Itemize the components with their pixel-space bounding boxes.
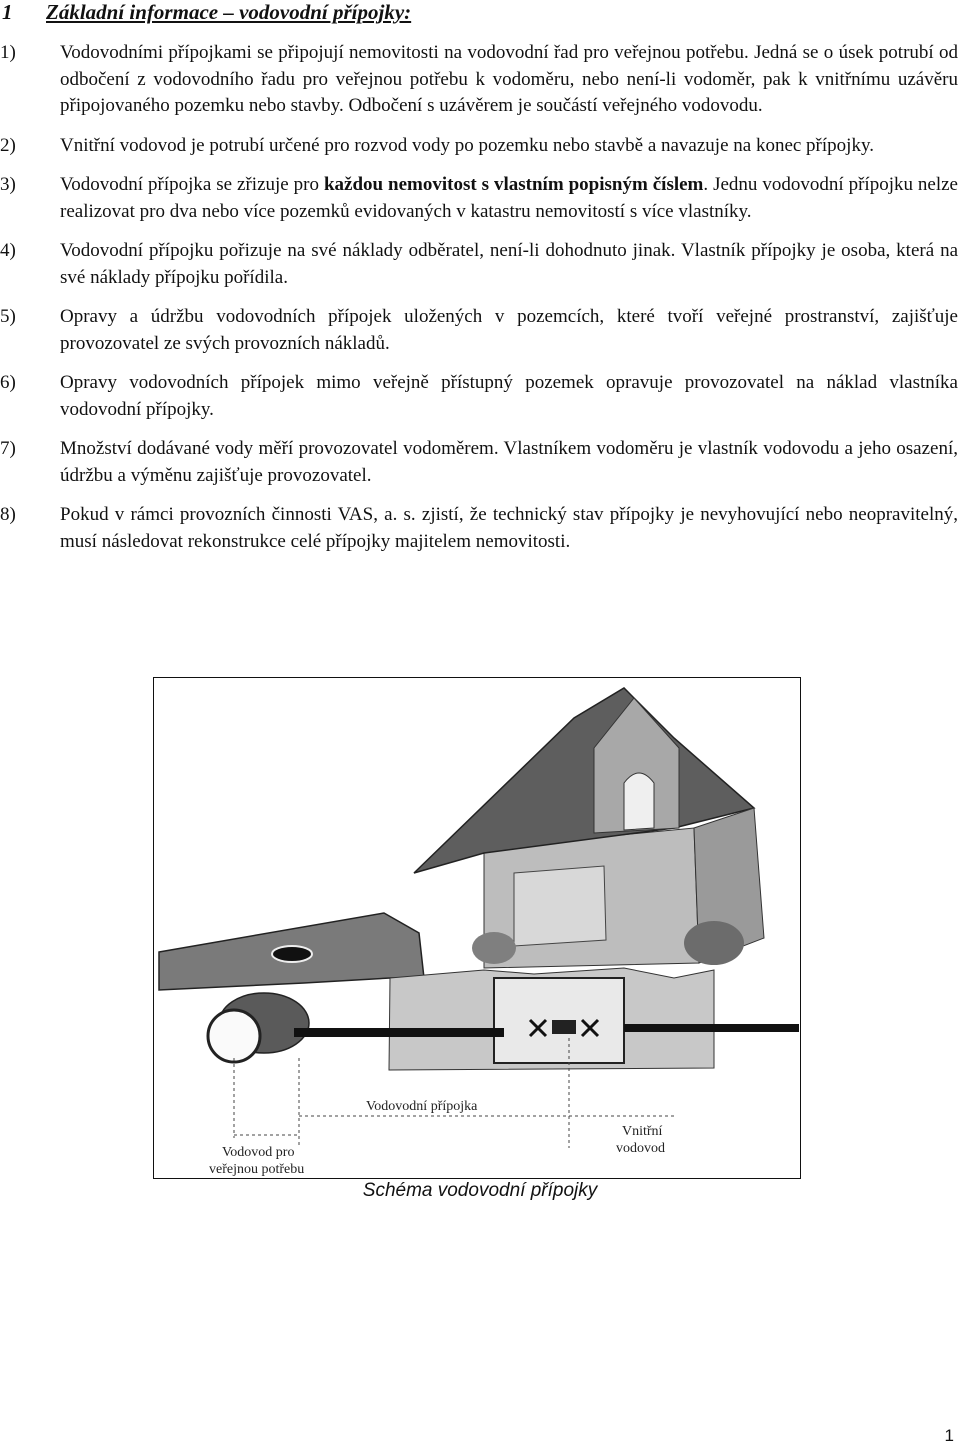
item-number: 4) bbox=[0, 240, 16, 261]
list-item bbox=[0, 133, 958, 160]
item-number: 3) bbox=[0, 174, 16, 195]
item-number: 1) bbox=[0, 42, 16, 63]
label-public-1: Vodovod pro bbox=[222, 1145, 295, 1160]
diagram-svg bbox=[154, 678, 799, 1177]
label-internal-2: vodovod bbox=[616, 1141, 665, 1156]
figure-caption: Schéma vodovodní přípojky bbox=[362, 1180, 598, 1201]
item-text-end: . Jednu vodovodní přípojku nelze realizovat pro dva nebo více pozemků evidovaných v katastru nemovitostí s více vlastníky. bbox=[60, 174, 958, 222]
section-title: Základní informace – vodovodní přípojky: bbox=[46, 0, 412, 24]
item-text: Opravy a údržbu vodovodních přípojek uložených v pozemcích, které tvoří veřejné prostranství, zajišťuje provozovatel ze svých provozních nákladů. bbox=[60, 306, 958, 354]
item-text: Vodovodní přípojku pořizuje na své náklady odběratel, není-li dohodnuto jinak. Vlastník přípojky je osoba, která na své náklady přípojku pořídila. bbox=[60, 240, 958, 288]
item-number: 6) bbox=[0, 372, 16, 393]
connection-pipe bbox=[294, 1028, 504, 1037]
item-text: Množství dodávané vody měří provozovatel vodoměrem. Vlastníkem vodoměru je vlastník vodovodu a jeho osazení, údržbu a výměnu zajišťuje provozovatel. bbox=[60, 438, 958, 486]
list-item bbox=[0, 172, 958, 225]
numbered-list bbox=[0, 40, 958, 568]
label-internal-1: Vnitřní bbox=[622, 1124, 663, 1139]
item-text: Opravy vodovodních přípojek mimo veřejně přístupný pozemek opravuje provozovatel na náklad vlastníka vodovodní přípojky. bbox=[60, 372, 958, 420]
label-public-2: veřejnou potřebu bbox=[209, 1162, 305, 1177]
list-item bbox=[0, 370, 958, 423]
shrub bbox=[684, 921, 744, 965]
garage-door bbox=[514, 866, 606, 946]
water-connection-diagram bbox=[153, 677, 801, 1179]
section-number: 1 bbox=[2, 0, 13, 24]
list-item bbox=[0, 304, 958, 357]
main-pipe-end bbox=[208, 1010, 260, 1062]
item-number: 5) bbox=[0, 306, 16, 327]
manhole-cover bbox=[272, 946, 312, 962]
item-number: 7) bbox=[0, 438, 16, 459]
item-text-start: Vodovodní přípojka se zřizuje pro bbox=[60, 174, 324, 195]
house-window bbox=[624, 773, 654, 830]
water-meter bbox=[552, 1020, 576, 1034]
list-item bbox=[0, 40, 958, 120]
item-number: 2) bbox=[0, 134, 16, 156]
item-text: Vnitřní vodovod je potrubí určené pro rozvod vody po pozemku nebo stavbě a navazuje na konec přípojky. bbox=[60, 134, 874, 156]
page-number: 1 bbox=[944, 1426, 954, 1445]
item-text-bold: každou nemovitost s vlastním popisným číslem bbox=[323, 174, 704, 195]
item-text: Pokud v rámci provozních činnosti VAS, a. s. zjistí, že technický stav přípojky je nevyhovující nebo neopravitelný, musí následovat rekonstrukce celé přípojky majitelem nemovitosti. bbox=[60, 504, 958, 552]
list-item bbox=[0, 238, 958, 291]
internal-pipe bbox=[624, 1024, 799, 1032]
item-number: 8) bbox=[0, 504, 16, 525]
shrub bbox=[472, 932, 516, 964]
label-connection: Vodovodní přípojka bbox=[366, 1099, 478, 1114]
list-item bbox=[0, 502, 958, 555]
item-text: Vodovodními přípojkami se připojují nemovitosti na vodovodní řad pro veřejnou potřebu. Jedná se o úsek potrubí od odbočení z vodovodního řadu pro veřejnou potřebu k vodoměru, nebo není-li vodoměr, pak k vnitřnímu uzávěru připojovaného pozemku nebo stavby. Odbočení s uzávěrem je součástí veřejného vodovodu. bbox=[60, 42, 958, 116]
item-text bbox=[60, 172, 958, 225]
list-item bbox=[0, 436, 958, 489]
